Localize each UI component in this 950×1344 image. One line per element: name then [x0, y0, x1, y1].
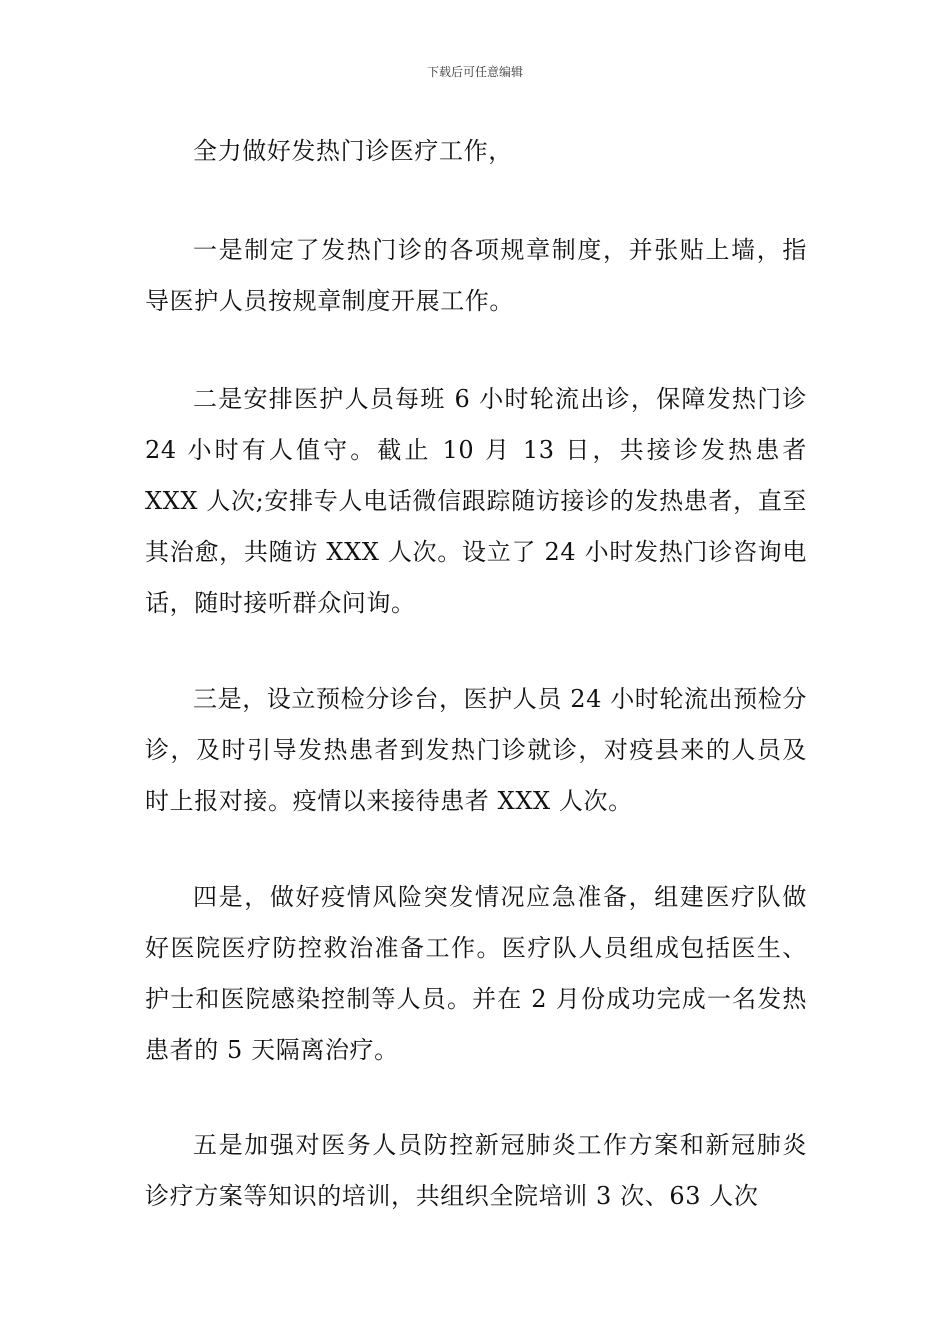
paragraph-3-block: [145, 374, 807, 629]
paragraph-4-block: [145, 674, 807, 827]
paragraph-2: 一是制定了发热门诊的各项规章制度，并张贴上墙，指导医护人员按规章制度开展工作。: [145, 236, 807, 315]
paragraph-6-block: [145, 1120, 807, 1222]
paragraph-1-block: [145, 126, 807, 177]
paragraph-5-block: [145, 872, 807, 1076]
paragraph-1: 全力做好发热门诊医疗工作，: [193, 137, 513, 165]
paragraph-4: 三是，设立预检分诊台，医护人员 24 小时轮流出预检分诊，及时引导发热患者到发热门诊就诊，对疫县来的人员及时上报对接。疫情以来接待患者 XXX 人次。: [145, 685, 807, 815]
paragraph-3: 二是安排医护人员每班 6 小时轮流出诊，保障发热门诊 24 小时有人值守。截止 10 月 13 日，共接诊发热患者 XXX 人次;安排专人电话微信跟踪随访接诊的发热患者，直至其治愈，共随访 XXX 人次。设立了 24 小时发热门诊咨询电话，随时接听群众问询。: [145, 385, 807, 617]
paragraph-6: 五是加强对医务人员防控新冠肺炎工作方案和新冠肺炎诊疗方案等知识的培训，共组织全院培训 3 次、63 人次: [145, 1131, 807, 1210]
paragraph-2-block: [145, 225, 807, 327]
page-header: 下载后可任意编辑: [426, 65, 523, 79]
paragraph-5: 四是，做好疫情风险突发情况应急准备，组建医疗队做好医院医疗防控救治准备工作。医疗队人员组成包括医生、护士和医院感染控制等人员。并在 2 月份成功完成一名发热患者的 5 天隔离治疗。: [145, 883, 807, 1064]
